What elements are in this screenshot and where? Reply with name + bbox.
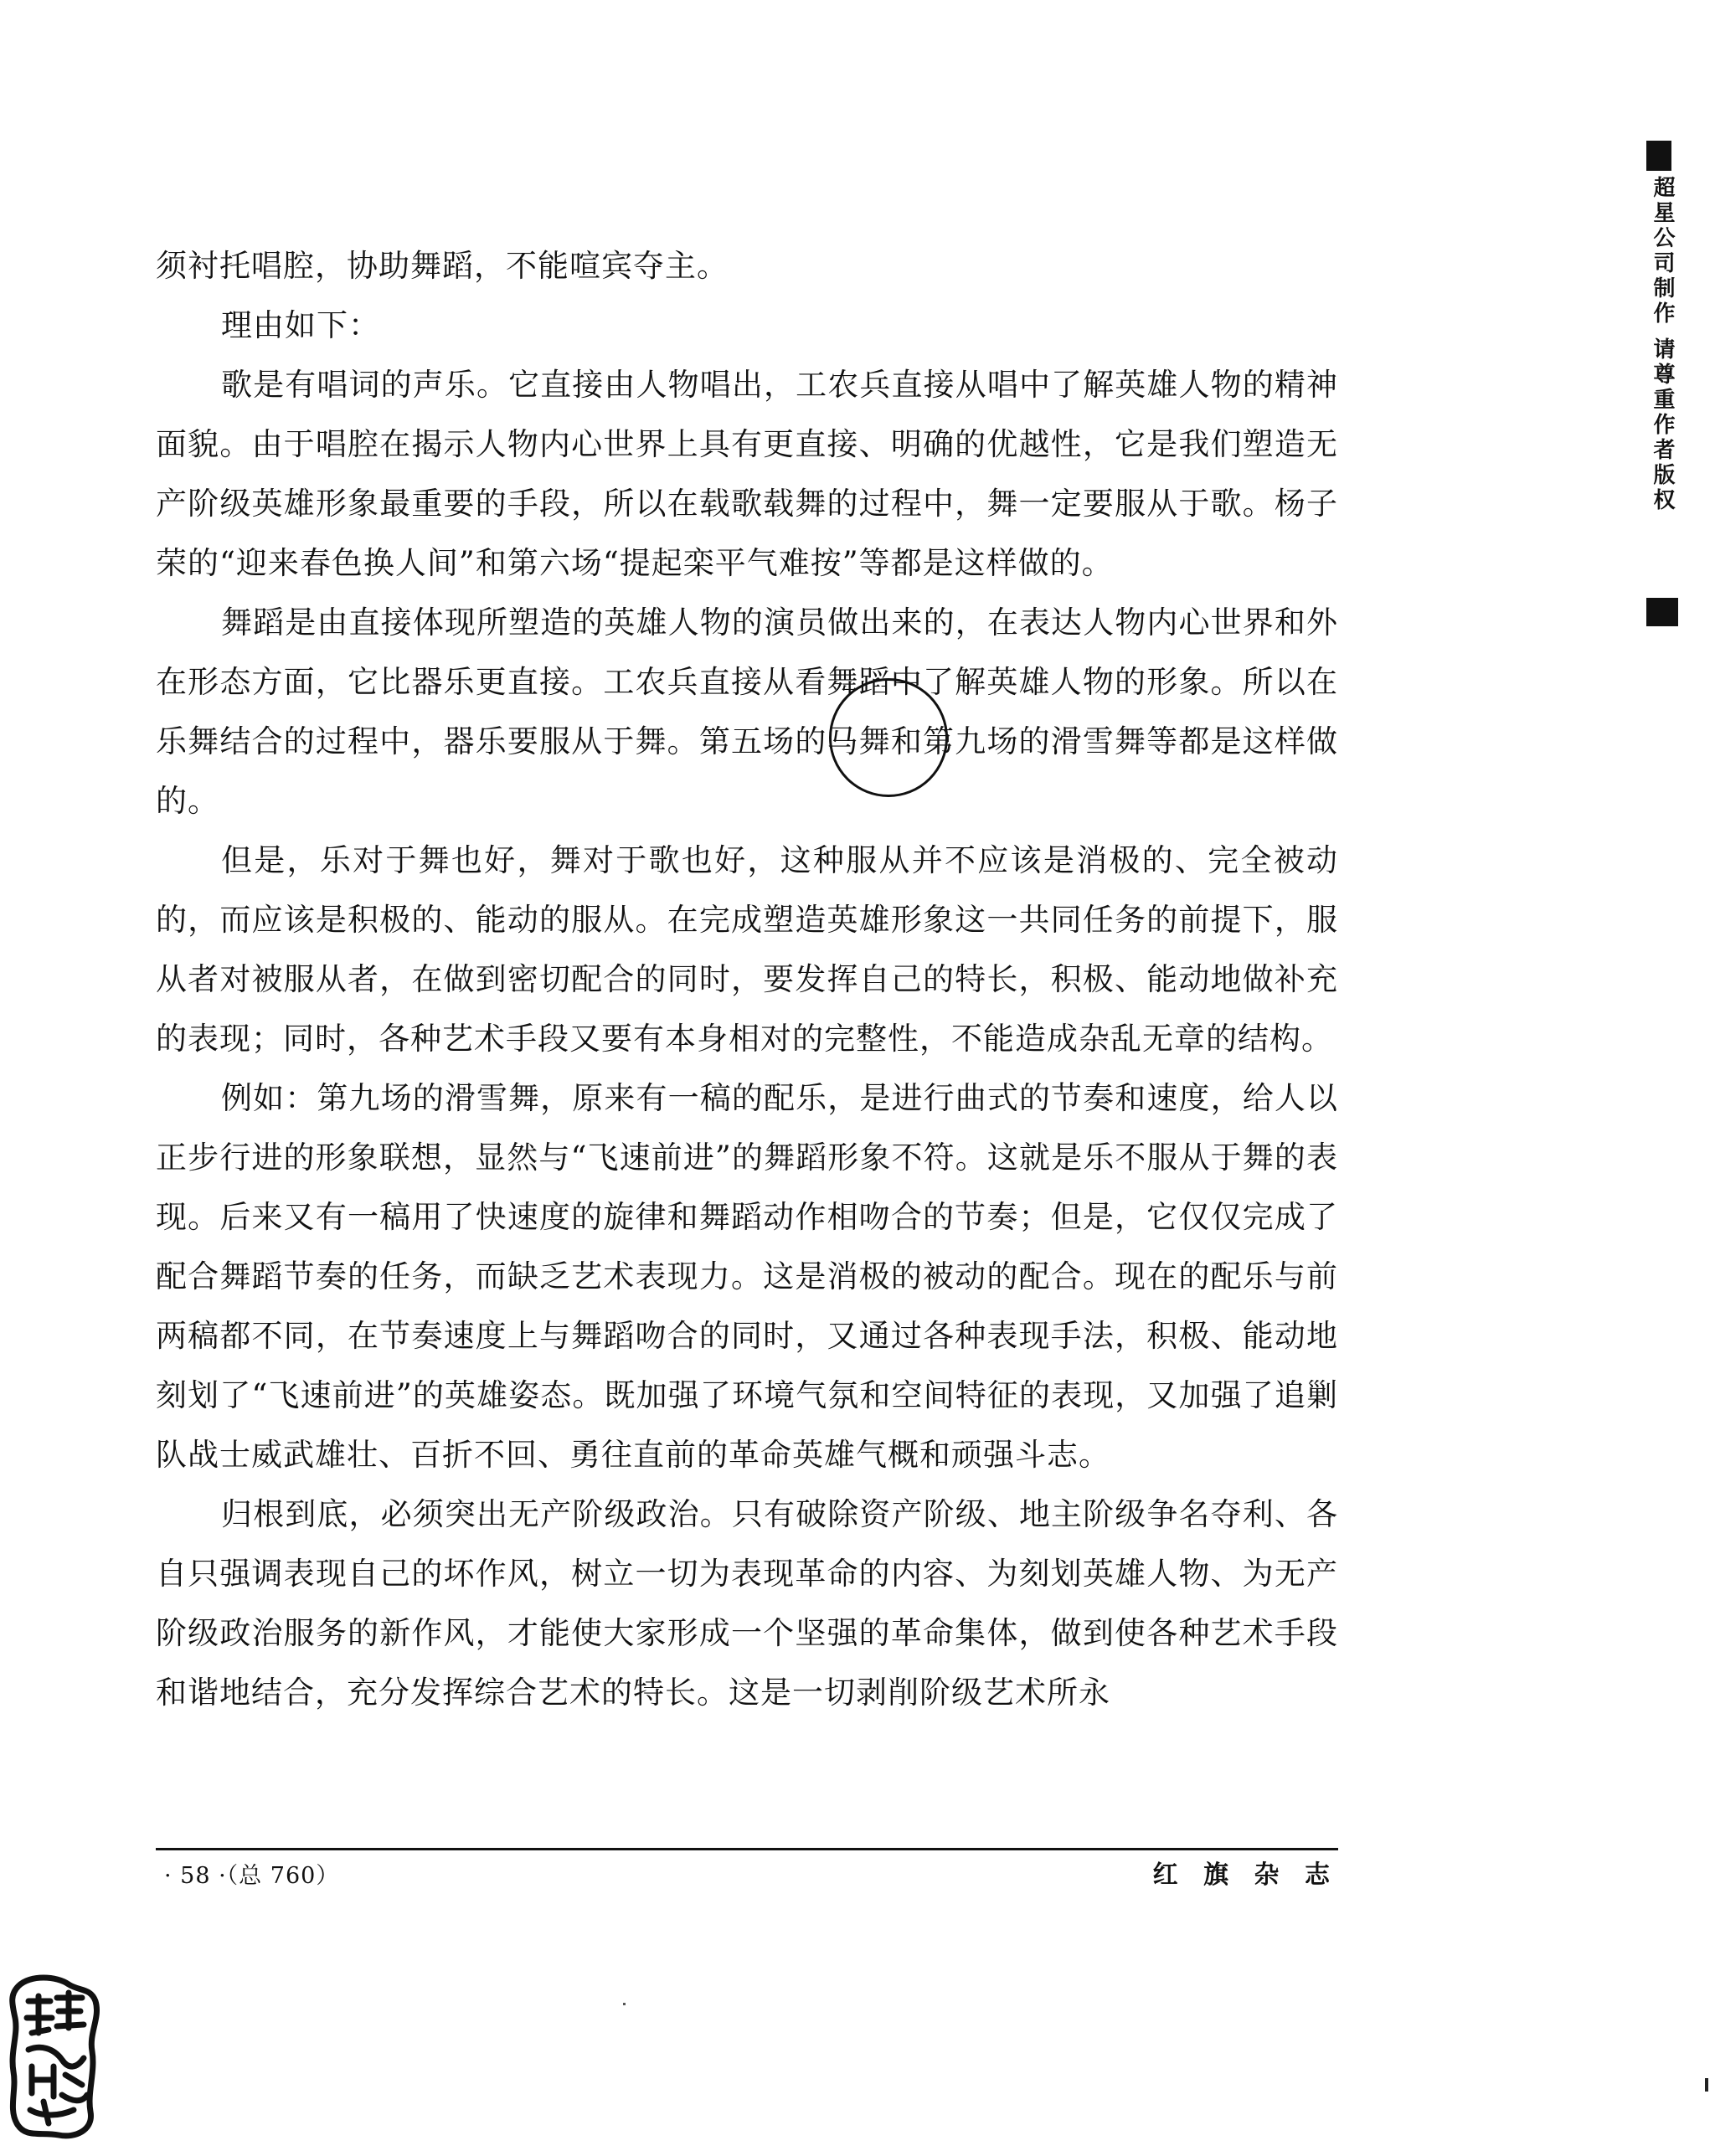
notice-marker-top <box>1646 141 1671 171</box>
scan-speck <box>623 2003 626 2005</box>
paragraph-continuation: 须衬托唱腔，协助舞蹈，不能喧宾夺主。 <box>156 248 729 284</box>
journal-name: 红 旗 杂 志 <box>1152 1860 1338 1890</box>
paragraph-dance: 舞蹈是由直接体现所塑造的英雄人物的演员做出来的，在表达人物内心世界和外在形态方面，它比器乐更直接。工农兵直接从看舞蹈中了解英雄人物的形象。所以在乐舞结合的过程中，器乐要服从于舞。第五场的马舞和第九场的滑雪舞等都是这样做的。 <box>156 605 1338 819</box>
paragraph-example: 例如：第九场的滑雪舞，原来有一稿的配乐，是进行曲式的节奏和速度，给人以正步行进的形象联想，显然与“飞速前进”的舞蹈形象不符。这就是乐不服从于舞的表现。后来又有一稿用了快速度的旋律和舞蹈动作相吻合的节奏；但是，它仅仅完成了配合舞蹈节奏的任务，而缺乏艺术表现力。这是消极的被动的配合。现在的配乐与前两稿都不同，在节奏速度上与舞蹈吻合的同时，又通过各种表现手法，积极、能动地刻划了“飞速前进”的英雄姿态。既加强了环境气氛和空间特征的表现，又加强了追剿队战士威武雄壮、百折不回、勇往直前的革命英雄气概和顽强斗志。 <box>156 1080 1338 1473</box>
article-body <box>156 236 1338 1722</box>
footer-divider <box>156 1848 1338 1850</box>
hand-drawn-circle-mark <box>829 678 948 797</box>
copyright-side-notice <box>1646 141 1685 630</box>
paragraph-conclusion: 归根到底，必须突出无产阶级政治。只有破除资产阶级、地主阶级争名夺利、各自只强调表现自己的坏作风，树立一切为表现革命的内容、为刻划英雄人物、为无产阶级政治服务的新作风，才能使大家形成一个坚强的革命集体，做到使各种艺术手段和谐地结合，充分发挥综合艺术的特长。这是一切剥削阶级艺术所永 <box>156 1496 1338 1711</box>
paragraph-reasons-heading: 理由如下： <box>221 307 380 343</box>
copyright-notice-text: 超星公司制作 请尊重作者版权 <box>1650 176 1675 514</box>
scan-edge-mark <box>1705 2078 1708 2092</box>
page-number: · 58 ·（总 760） <box>164 1863 340 1889</box>
paragraph-song: 歌是有唱词的声乐。它直接由人物唱出，工农兵直接从唱中了解英雄人物的精神面貌。由于唱腔在揭示人物内心世界上具有更直接、明确的优越性，它是我们塑造无产阶级英雄形象最重要的手段，所以在载歌载舞的过程中，舞一定要服从于歌。杨子荣的“迎来春色换人间”和第六场“提起栾平气难按”等都是这样做的。 <box>156 367 1338 581</box>
seal-stamp-icon <box>7 1968 104 2145</box>
paragraph-subordination: 但是，乐对于舞也好，舞对于歌也好，这种服从并不应该是消极的、完全被动的，而应该是积极的、能动的服从。在完成塑造英雄形象这一共同任务的前提下，服从者对被服从者，在做到密切配合的同时，要发挥自己的特长，积极、能动地做补充的表现；同时，各种艺术手段又要有本身相对的完整性，不能造成杂乱无章的结构。 <box>156 842 1338 1057</box>
notice-marker-bottom <box>1646 598 1678 626</box>
